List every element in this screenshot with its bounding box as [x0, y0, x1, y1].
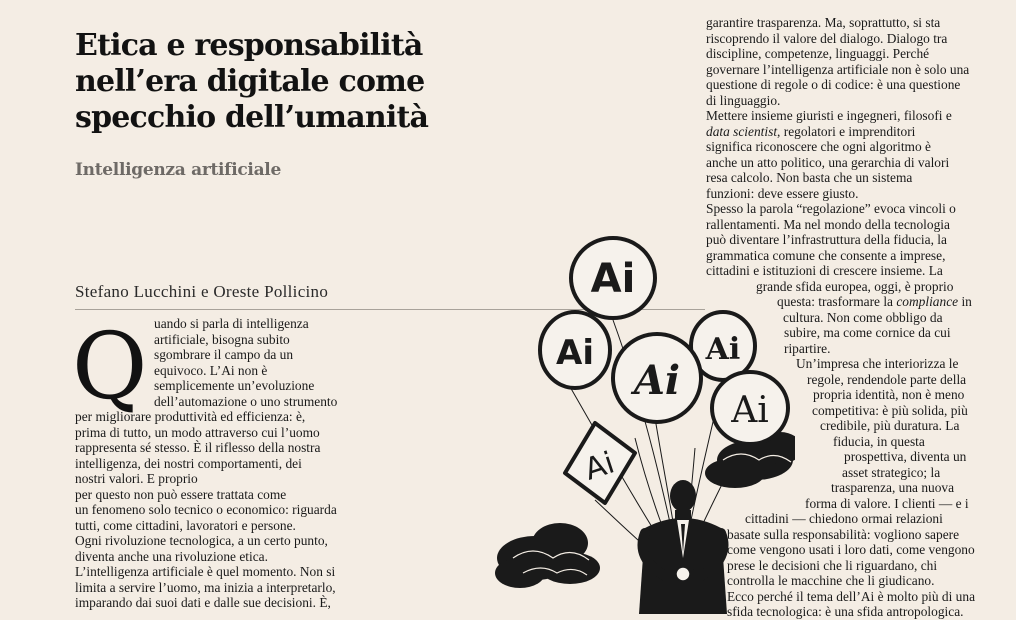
businessman-figure [639, 480, 727, 614]
body-text-line: questa: trasformare la compliance in [777, 294, 972, 309]
body-text-line: garantire trasparenza. Ma, soprattutto, si sta [706, 15, 941, 30]
body-text-line: basate sulla responsabilità: vogliono sapere [727, 526, 960, 542]
body-text-line: sgombrare il campo da un [154, 347, 294, 362]
body-text-line: nostri valori. E proprio [75, 471, 198, 486]
body-text-line: diventa anche una rivoluzione etica. [75, 548, 268, 564]
balloon-2 [540, 312, 610, 388]
body-text-line: controlla le macchine che li giudicano. [727, 573, 935, 588]
body-text-line: rallentamenti. Ma nel mondo della tecnologia [706, 216, 950, 232]
body-text-line: asset strategico; la [842, 464, 941, 480]
article-subtitle: Intelligenza artificiale [75, 160, 281, 180]
body-text-line: Ogni rivoluzione tecnologica, a un certo punto, [75, 533, 328, 548]
title-line-2: nell’era digitale come [75, 64, 425, 99]
body-text-line: propria identità, non è meno [813, 387, 965, 402]
body-text-line: competitiva: è più solida, più [812, 402, 968, 418]
body-text-line: fiducia, in questa [833, 433, 925, 449]
body-text-line: Spesso la parola “regolazione” evoca vincoli o [706, 201, 956, 216]
body-text-line: intelligenza, dei nostri comportamenti, dei [75, 455, 302, 471]
body-text-line: trasparenza, una nuova [831, 480, 955, 495]
title-line-3: specchio dell’umanità [75, 100, 429, 135]
body-text-line: governare l’intelligenza artificiale non è solo una [706, 61, 970, 77]
body-text-line: può diventare l’infrastruttura della fiducia, la [706, 232, 947, 247]
body-text-line: rappresenta sé stesso. È il riflesso della nostra [75, 440, 321, 455]
body-text-line: per migliorare produttività ed efficienza: è, [75, 409, 306, 424]
balloon-5-label: Ai [731, 390, 769, 431]
body-text-line: un fenomeno solo tecnico o economico: riguarda [75, 502, 337, 517]
body-text-line: data scientist, regolatori e imprenditori [706, 123, 916, 139]
drop-cap: Q [72, 313, 148, 420]
balloon-6-label: Ai [580, 445, 619, 488]
body-text-line: prospettiva, diventa un [844, 449, 967, 464]
body-text-line: subire, ma come cornice da cui [784, 325, 951, 340]
body-text-line: per questo non può essere trattata come [75, 486, 287, 502]
balloon-2-label: Ai [556, 333, 594, 373]
body-text-line: anche un atto politico, una gerarchia di valori [706, 154, 950, 170]
body-text-line: come vengono usati i loro dati, come vengono [727, 542, 975, 557]
body-text-line: regole, rendendole parte della [807, 371, 967, 387]
body-text-line: credibile, più duratura. La [820, 418, 960, 433]
body-text-line: di linguaggio. [706, 92, 781, 108]
body-text-line: resa calcolo. Non basta che un sistema [706, 170, 913, 185]
ai-balloons-illustration [495, 228, 795, 614]
title-line-1: Etica e responsabilità [75, 28, 423, 63]
body-text-line: grammatica comune che consente a imprese, [706, 247, 946, 263]
body-text-line: funzioni: deve essere giusto. [706, 185, 859, 201]
article-title [75, 28, 535, 136]
cloud-left [495, 523, 600, 588]
body-text-line: riscoprendo il valore del dialogo. Dialogo tra [706, 30, 948, 46]
body-text-line: artificiale, bisogna subito [154, 331, 290, 347]
balloon-4 [613, 334, 701, 422]
body-text-line: equivoco. L’Ai non è [154, 362, 268, 378]
body-text-line: uando si parla di intelligenza [154, 316, 309, 331]
body-text-line: limita a servire l’uomo, ma inizia a interpretarlo, [75, 579, 336, 595]
body-text-line: cultura. Non come obbligo da [783, 309, 943, 325]
body-text-line: prima di tutto, un modo attraverso cui l’uomo [75, 424, 320, 440]
body-text-line: questione di regole o di codice: è una questione [706, 77, 961, 92]
body-text-line: cittadini — chiedono ormai relazioni [745, 511, 943, 526]
body-text-line: cittadini e istituzioni di crescere insieme. La [706, 263, 943, 278]
body-text-line: tutti, come cittadini, lavoratori e persone. [75, 517, 296, 533]
body-text-line: sfida tecnologica: è una sfida antropologica. [727, 604, 964, 619]
body-text-line: grande sfida europea, oggi, è proprio [756, 278, 954, 294]
body-text-line: L’intelligenza artificiale è quel momento. Non si [75, 564, 336, 579]
body-text-line: semplicemente un’evoluzione [154, 378, 315, 393]
body-text-line: imparando dai suoi dati e dalle sue decisioni. È, [75, 595, 331, 610]
body-text-line: Un’impresa che interiorizza le [796, 356, 959, 371]
article-authors: Stefano Lucchini e Oreste Pollicino [75, 282, 329, 301]
balloon-6 [565, 423, 635, 503]
body-text-line: significa riconoscere che ogni algoritmo è [706, 139, 931, 154]
balloon-5 [712, 372, 788, 444]
body-text-line: dell’automazione o uno strumento [154, 393, 338, 409]
body-text-line: prese le decisioni che li riguardano, chi [727, 557, 938, 573]
body-text-line: Ecco perché il tema dell’Ai è molto più di una [727, 588, 976, 604]
body-text-line: forma di valore. I clienti — e i [805, 495, 969, 511]
body-text-line: discipline, competenze, linguaggi. Perché [706, 46, 930, 61]
balloon-1 [571, 238, 655, 318]
body-text-line: Mettere insieme giuristi e ingegneri, filosofi e [706, 108, 952, 123]
balloon-1-label: Ai [590, 256, 636, 302]
body-text-line: ripartire. [784, 340, 831, 356]
balloon-3-label: Ai [705, 332, 741, 367]
balloon-4-label: Ai [633, 357, 681, 404]
